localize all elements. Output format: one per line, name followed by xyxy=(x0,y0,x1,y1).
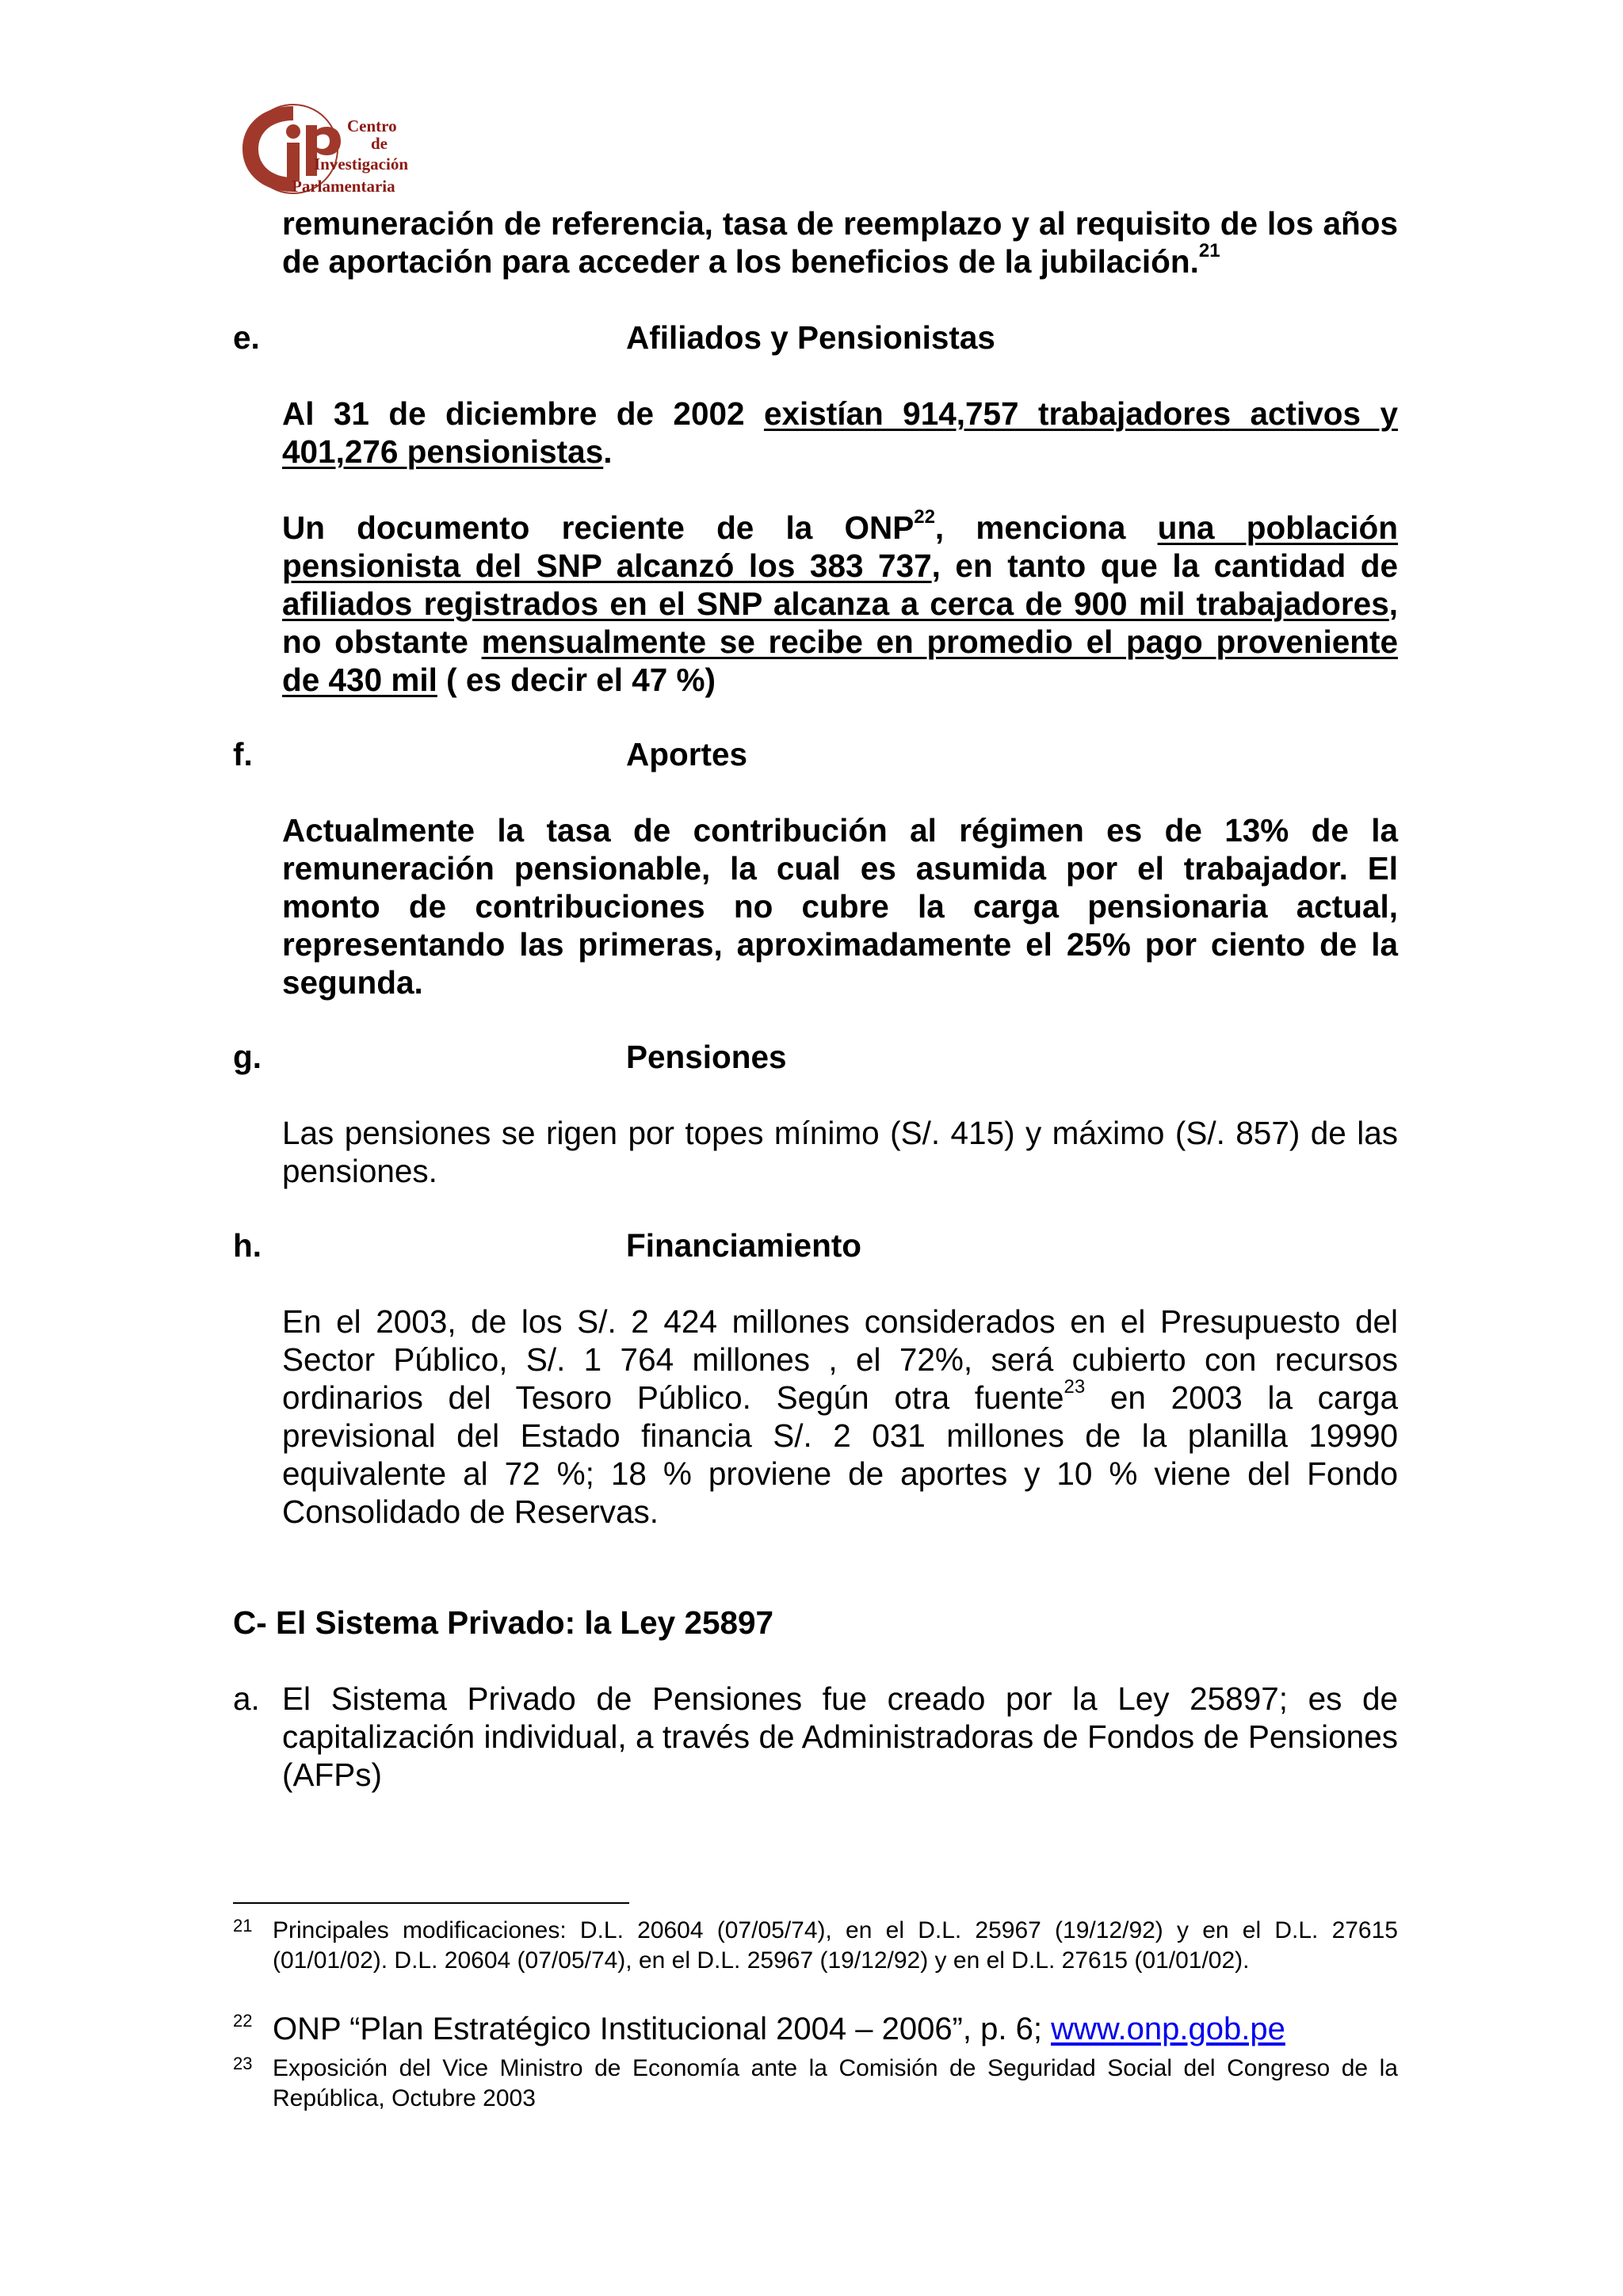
underlined-phrase: mensualmente se recibe en promedio el pago proveniente de 430 mil xyxy=(282,624,1398,698)
footnote-text: Principales modificaciones: D.L. 20604 (07/05/74), en el D.L. 25967 (19/12/92) y en el D.L. 27615 (01/01/02). D.L. 20604 (07/05/74), en el D.L. 25967 (19/12/92) y en el D.L. 27615 (01/01/02). xyxy=(273,1917,1398,1974)
section-e-letter: e. xyxy=(233,319,260,356)
cip-logo xyxy=(238,100,420,201)
section-f-title: Aportes xyxy=(626,736,748,772)
footnote-number: 21 xyxy=(233,1916,253,1936)
section-h-paragraph: En el 2003, de los S/. 2 424 millones considerados en el Presupuesto del Sector Público, S/. 1 764 millones , el 72%, será cubierto con recursos ordinarios del Tesoro Público. Según otra fuente$^{23}$ en 2003 la carga previsional del Estado financia S/. 2 031 millones de la planilla 19990 equivalente al 72 %; 18 % proviene de aportes y 10 % viene del Fondo Consolidado de Reservas. xyxy=(282,1303,1398,1530)
svg-text:Investigación: Investigación xyxy=(314,154,409,174)
footnote-23 xyxy=(233,2054,1398,2114)
footnote-ref-21[interactable]: 21 xyxy=(1198,239,1220,261)
list-item-a-letter: a. xyxy=(233,1680,260,1717)
footnote-22 xyxy=(233,2011,1398,2047)
intro-paragraph xyxy=(282,204,1398,280)
footnote-21 xyxy=(233,1916,1398,1976)
section-e-title: Afiliados y Pensionistas xyxy=(626,319,995,356)
underlined-phrase: una población pensionista del SNP alcanzó los 383 737 xyxy=(282,509,1398,584)
section-e-paragraph-1: Al 31 de diciembre de 2002 existían 914,757 trabajadores activos y 401,276 pensionistas. xyxy=(282,395,1399,470)
section-g-paragraph: Las pensiones se rigen por topes mínimo (S/. 415) y máximo (S/. 857) de las pensiones. xyxy=(282,1115,1398,1189)
footnote-number: 22 xyxy=(233,2011,253,2031)
section-h-title: Financiamiento xyxy=(626,1227,862,1264)
svg-text:de: de xyxy=(371,134,388,153)
section-g-letter: g. xyxy=(233,1039,262,1075)
onp-website-link[interactable]: www.onp.gob.pe xyxy=(1051,2012,1285,2046)
footnote-ref-22[interactable]: 22 xyxy=(914,505,935,528)
footnote-number: 23 xyxy=(233,2054,253,2073)
footnote-separator xyxy=(233,1902,629,1904)
section-h-letter: h. xyxy=(233,1227,262,1264)
underlined-phrase: afiliados registrados en el SNP alcanza a cerca de 900 mil trabajadores xyxy=(282,585,1389,622)
section-c-heading: C- El Sistema Privado: la Ley 25897 xyxy=(233,1604,774,1641)
intro-text: remuneración de referencia, tasa de reemplazo y al requisito de los años de aportación para acceder a los beneficios de la jubilación. xyxy=(282,205,1398,280)
svg-text:Parlamentaria: Parlamentaria xyxy=(292,177,395,196)
section-f-paragraph: Actualmente la tasa de contribución al régimen es de 13% de la remuneración pensionable, la cual es asumida por el trabajador. El monto de contribuciones no cubre la carga pensionaria actual, representando las primeras, aproximadamente el 25% por ciento de la segunda. xyxy=(282,812,1398,1001)
section-g-title: Pensiones xyxy=(626,1039,787,1075)
cip-logo-graphic xyxy=(238,100,420,201)
footnote-text: Exposición del Vice Ministro de Economía ante la Comisión de Seguridad Social del Congreso de la República, Octubre 2003 xyxy=(273,2055,1398,2111)
list-item-a-text: El Sistema Privado de Pensiones fue creado por la Ley 25897; es de capitalización individual, a través de Administradoras de Fondos de Pensiones (AFPs) xyxy=(282,1680,1398,1793)
section-e-paragraph-2: Un documento reciente de la ONP$^{22}$, menciona una población pensionista del SNP alcanzó los 383 737, en tanto que la cantidad de afiliados registrados en el SNP alcanza a cerca de 900 mil trabajadores, no obstante mensualmente se recibe en promedio el pago proveniente de 430 mil ( es decir el 47 %) xyxy=(282,505,1398,698)
svg-text:Centro: Centro xyxy=(347,116,397,135)
footnote-ref-23[interactable]: 23 xyxy=(1064,1375,1086,1398)
section-f-letter: f. xyxy=(233,736,253,772)
underlined-phrase: existían 914,757 trabajadores activos y 401,276 pensionistas xyxy=(282,395,1399,470)
footnote-text: ONP “Plan Estratégico Institucional 2004 – 2006”, p. 6; www.onp.gob.pe xyxy=(273,2012,1285,2046)
